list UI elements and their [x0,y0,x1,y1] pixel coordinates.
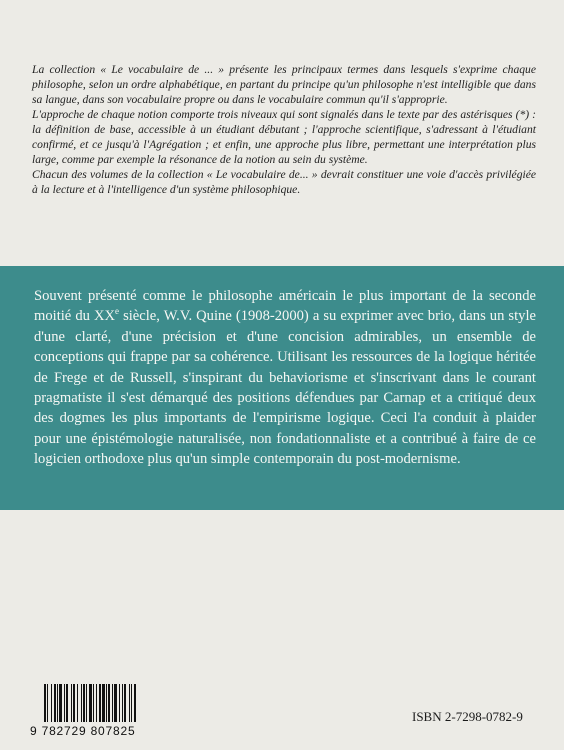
blurb-paragraph [34,286,536,470]
century-superscript: e [115,306,120,317]
isbn-number: ISBN 2-7298-0782-9 [412,709,523,724]
blurb-text-start: Souvent présenté comme le philosophe américain le plus important de la seconde moitié du XX [34,288,536,325]
collection-paragraph-3: Chacun des volumes de la collection « Le vocabulaire de... » devrait constituer une voie d'accès privilégiée à la lecture et à l'intelligence d'un système philosophique. [32,168,536,196]
collection-paragraph-2: L'approche de chaque notion comporte trois niveaux qui sont signalés dans le texte par des astérisques (*) : la définition de base, accessible à un étudiant débutant ; l'approche scientifique, s'adressant à l'étudiant confirmé, et ce jusqu'à l'Agrégation ; et enfin, une approche plus libre, permettant une interprétation plus large, comme par exemple la résonance de la notion au sein du système. [32,108,536,166]
barcode-digits: 9 782729 807825 [30,724,136,738]
blurb-text-end: siècle, W.V. Quine (1908-2000) a su exprimer avec brio, dans un style d'une clarté, d'une précision et d'une concision admirables, un ensemble de conceptions qui frappe par sa cohérence. Utilisant les ressources de la logique héritée de Frege et de Russell, s'inspirant du behaviorisme et s'inscrivant dans le courant pragmatiste il s'est démarqué des positions défendues par Carnap et a critiqué deux des dogmes les plus importants de l'empirisme logique. Ceci l'a conduit à plaider pour une épistémologie naturalisée, non fondationnaliste et a contribué à faire de ce logicien orthodoxe plus qu'un simple contemporain du post-modernisme. [34,308,536,468]
collection-paragraph-1: La collection « Le vocabulaire de ... » présente les principaux termes dans lesquels s'exprime chaque philosophe, selon un ordre alphabétique, en partant du principe qu'un philosophe n'est intelligible que dans sa langue, dans son vocabulaire propre ou dans le vocabulaire commun qu'il s'approprie. [32,63,536,106]
book-blurb [34,286,536,470]
collection-description [32,62,536,197]
barcode-bars [30,684,180,724]
barcode [30,684,180,740]
